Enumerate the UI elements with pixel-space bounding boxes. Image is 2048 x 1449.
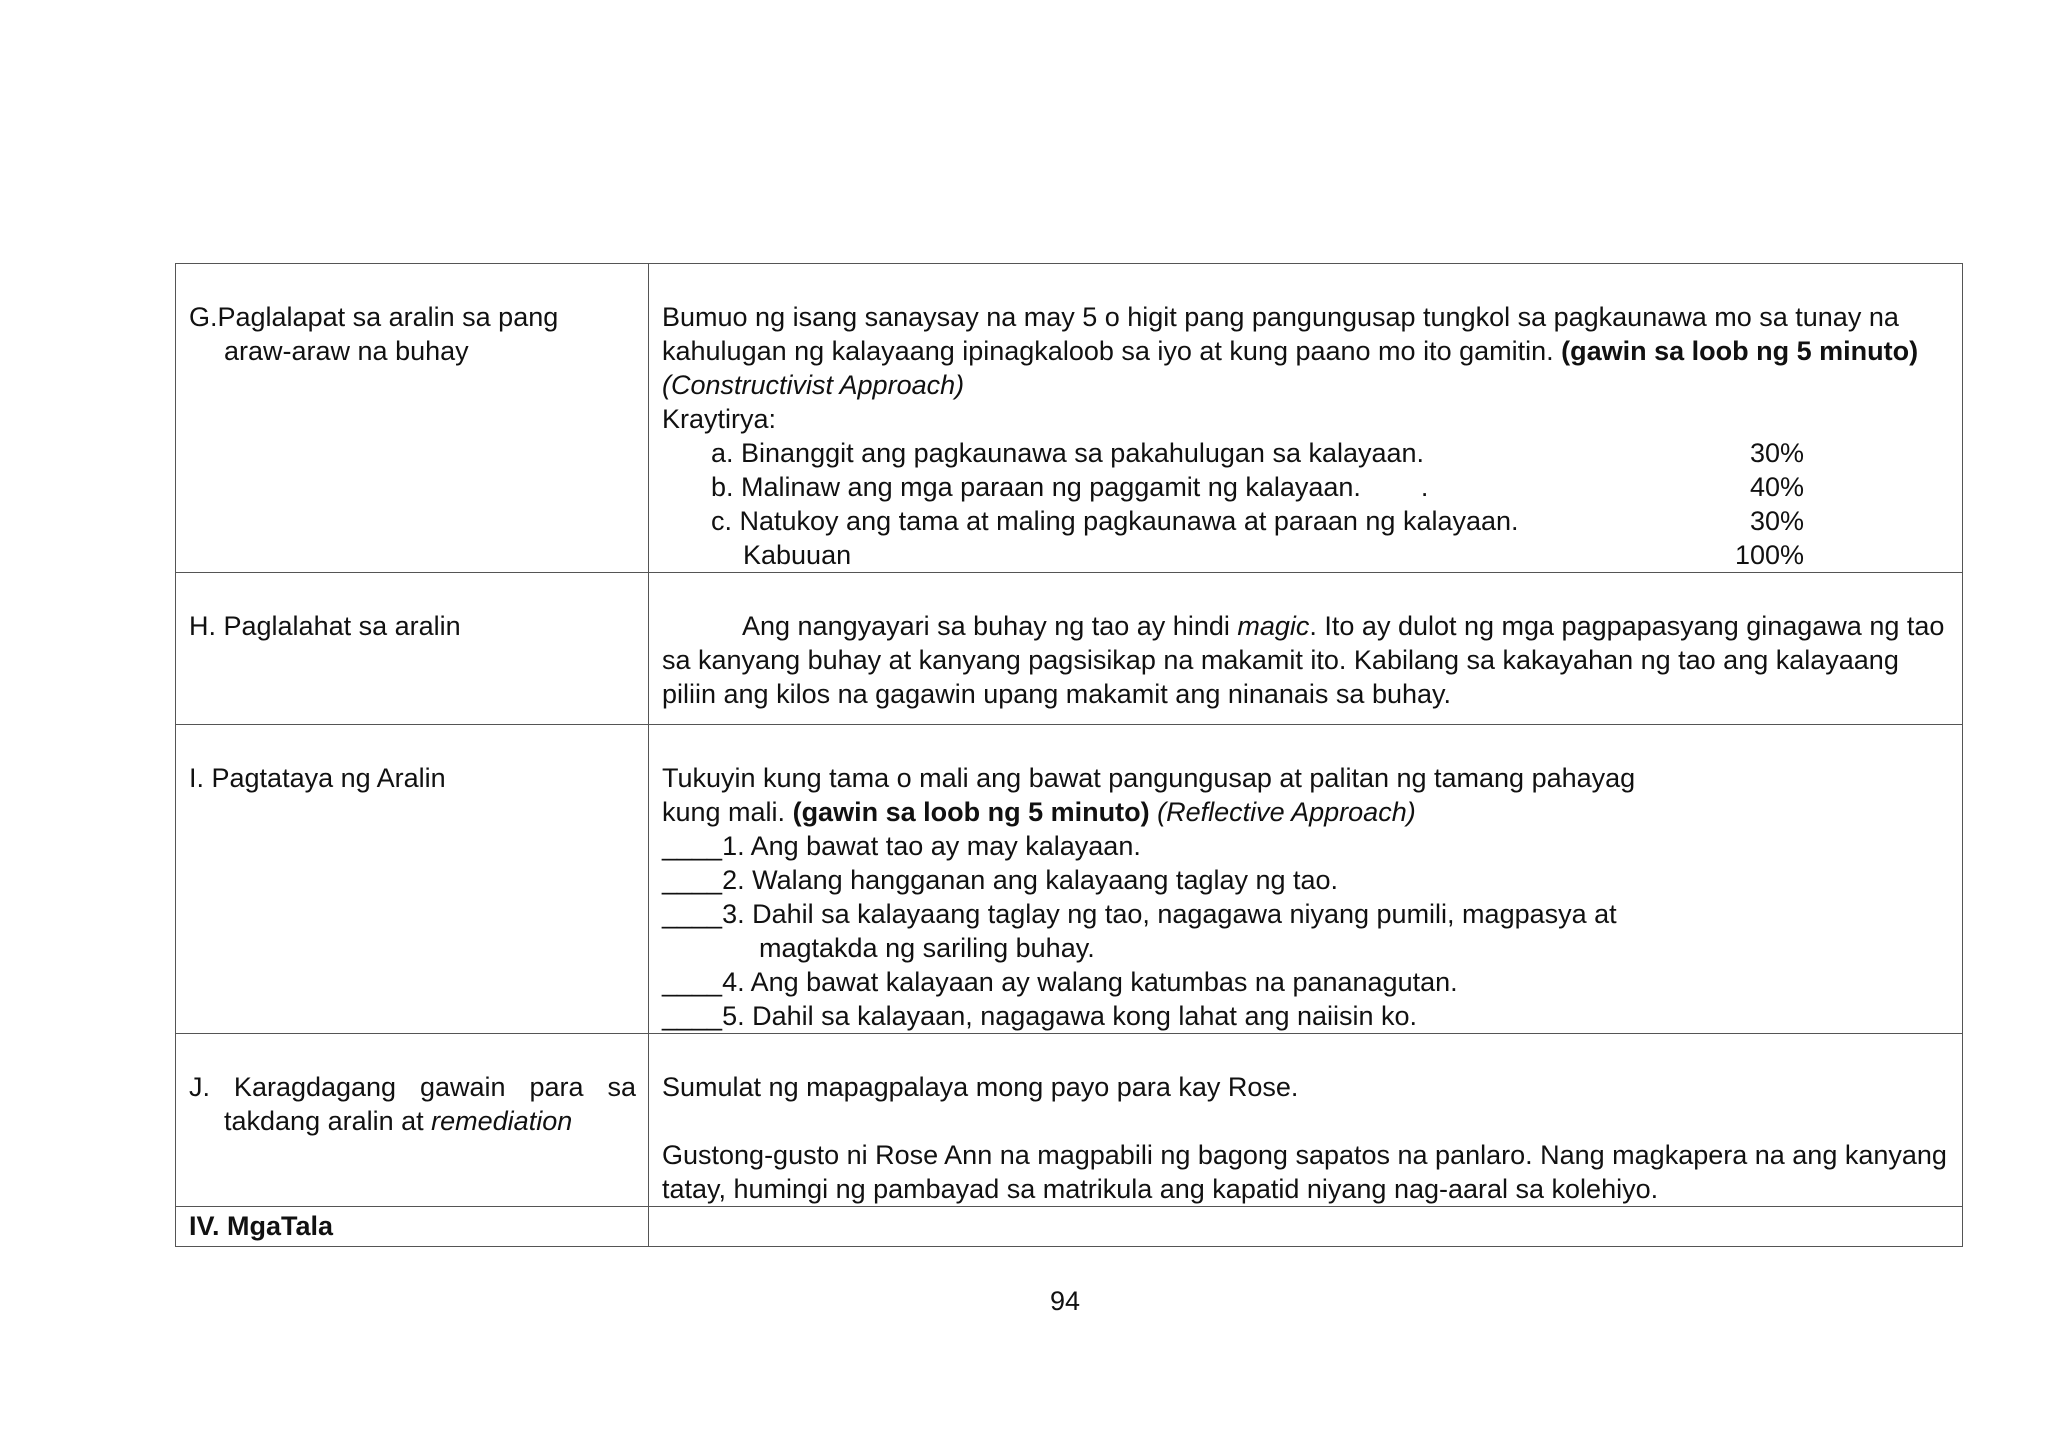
quiz-item: ____1. Ang bawat tao ay may kalayaan.	[662, 831, 1141, 861]
table-row-paglalahat	[176, 573, 1963, 725]
criteria-item: a. Binanggit ang pagkaunawa sa pakahulugan sa kalayaan. 30%	[711, 438, 1804, 468]
answer-blank: ____	[662, 865, 723, 895]
table-row-pagtataya	[176, 725, 1963, 1034]
assignment-scenario: Gustong-gusto ni Rose Ann na magpabili ng bagong sapatos na panlaro. Nang magkapera na ang kanyang tatay, humingi ng pambayad sa matrikula ang kapatid niyang nag-aaral sa kolehiyo.	[662, 1140, 1947, 1204]
pagtataya-instructions: Tukuyin kung tama o mali ang bawat pangungusap at palitan ng tamang pahayag kung mali. (gawin sa loob ng 5 minuto) (Reflective Approach)	[662, 763, 1636, 827]
table-row-mga-tala	[176, 1207, 1963, 1247]
quiz-item: ____4. Ang bawat kalayaan ay walang katumbas na pananagutan.	[662, 967, 1458, 997]
table-row-paglalapat	[176, 264, 1963, 573]
row-label-cell	[176, 264, 649, 573]
row-content-cell	[649, 264, 1963, 573]
row-label-pagtataya: I. Pagtataya ng Aralin	[189, 763, 446, 793]
row-label-karagdagang-gawain: J. Karagdagang gawain para sa takdang aralin at remediation	[189, 1072, 636, 1136]
assignment-instruction: Sumulat ng mapagpalaya mong payo para kay Rose.	[662, 1072, 1299, 1102]
answer-blank: ____	[662, 1001, 723, 1031]
page-number: 94	[1049, 1286, 1081, 1316]
criteria-total: Kabuuan 100%	[743, 540, 1804, 570]
row-content-cell	[649, 573, 1963, 725]
row-content-cell	[649, 1207, 1963, 1247]
row-label-cell	[176, 1034, 649, 1207]
row-label-paglalahat: H. Paglalahat sa aralin	[189, 611, 461, 641]
quiz-list	[662, 829, 1950, 1033]
row-label-cell	[176, 1207, 649, 1247]
answer-blank: ____	[662, 899, 723, 929]
row-label-cell	[176, 573, 649, 725]
lesson-plan-table	[175, 263, 1963, 1247]
row-content-cell	[649, 725, 1963, 1034]
criteria-item: c. Natukoy ang tama at maling pagkaunawa at paraan ng kalayaan. 30%	[711, 506, 1804, 536]
paglalapat-instructions: Bumuo ng isang sanaysay na may 5 o higit pang pangungusap tungkol sa pagkaunawa mo sa tunay na kahulugan ng kalayaang ipinagkaloob sa iyo at kung paano mo ito gamitin. (gawin sa loob ng 5 minuto) (Constructivist Approach)	[662, 302, 1919, 400]
table-row-karagdagang-gawain	[176, 1034, 1963, 1207]
answer-blank: ____	[662, 831, 723, 861]
spacer	[662, 1104, 1950, 1138]
row-label-mga-tala: IV. MgaTala	[189, 1211, 334, 1241]
quiz-item: ____3. Dahil sa kalayaang taglay ng tao, nagagawa niyang pumili, magpasya at magtakda ng sariling buhay.	[662, 899, 1617, 963]
criteria-list	[662, 436, 1950, 572]
quiz-item: ____2. Walang hangganan ang kalayaang taglay ng tao.	[662, 865, 1339, 895]
criteria-item: b. Malinaw ang mga paraan ng paggamit ng kalayaan. . 40%	[711, 472, 1804, 502]
quiz-item: ____5. Dahil sa kalayaan, nagagawa kong lahat ang naiisin ko.	[662, 1001, 1418, 1031]
criteria-heading: Kraytirya:	[662, 404, 777, 434]
row-label-paglalapat: G.Paglalapat sa aralin sa pang araw-araw na buhay	[189, 302, 559, 366]
answer-blank: ____	[662, 967, 723, 997]
row-label-cell	[176, 725, 649, 1034]
row-content-cell	[649, 1034, 1963, 1207]
paglalahat-paragraph: Ang nangyayari sa buhay ng tao ay hindi magic. Ito ay dulot ng mga pagpapasyang ginagawa ng tao sa kanyang buhay at kanyang pagsisikap na makamit ito. Kabilang sa kakayahan ng tao ang kalayaang piliin ang kilos na gagawin upang makamit ang ninanais sa buhay.	[662, 611, 1945, 709]
